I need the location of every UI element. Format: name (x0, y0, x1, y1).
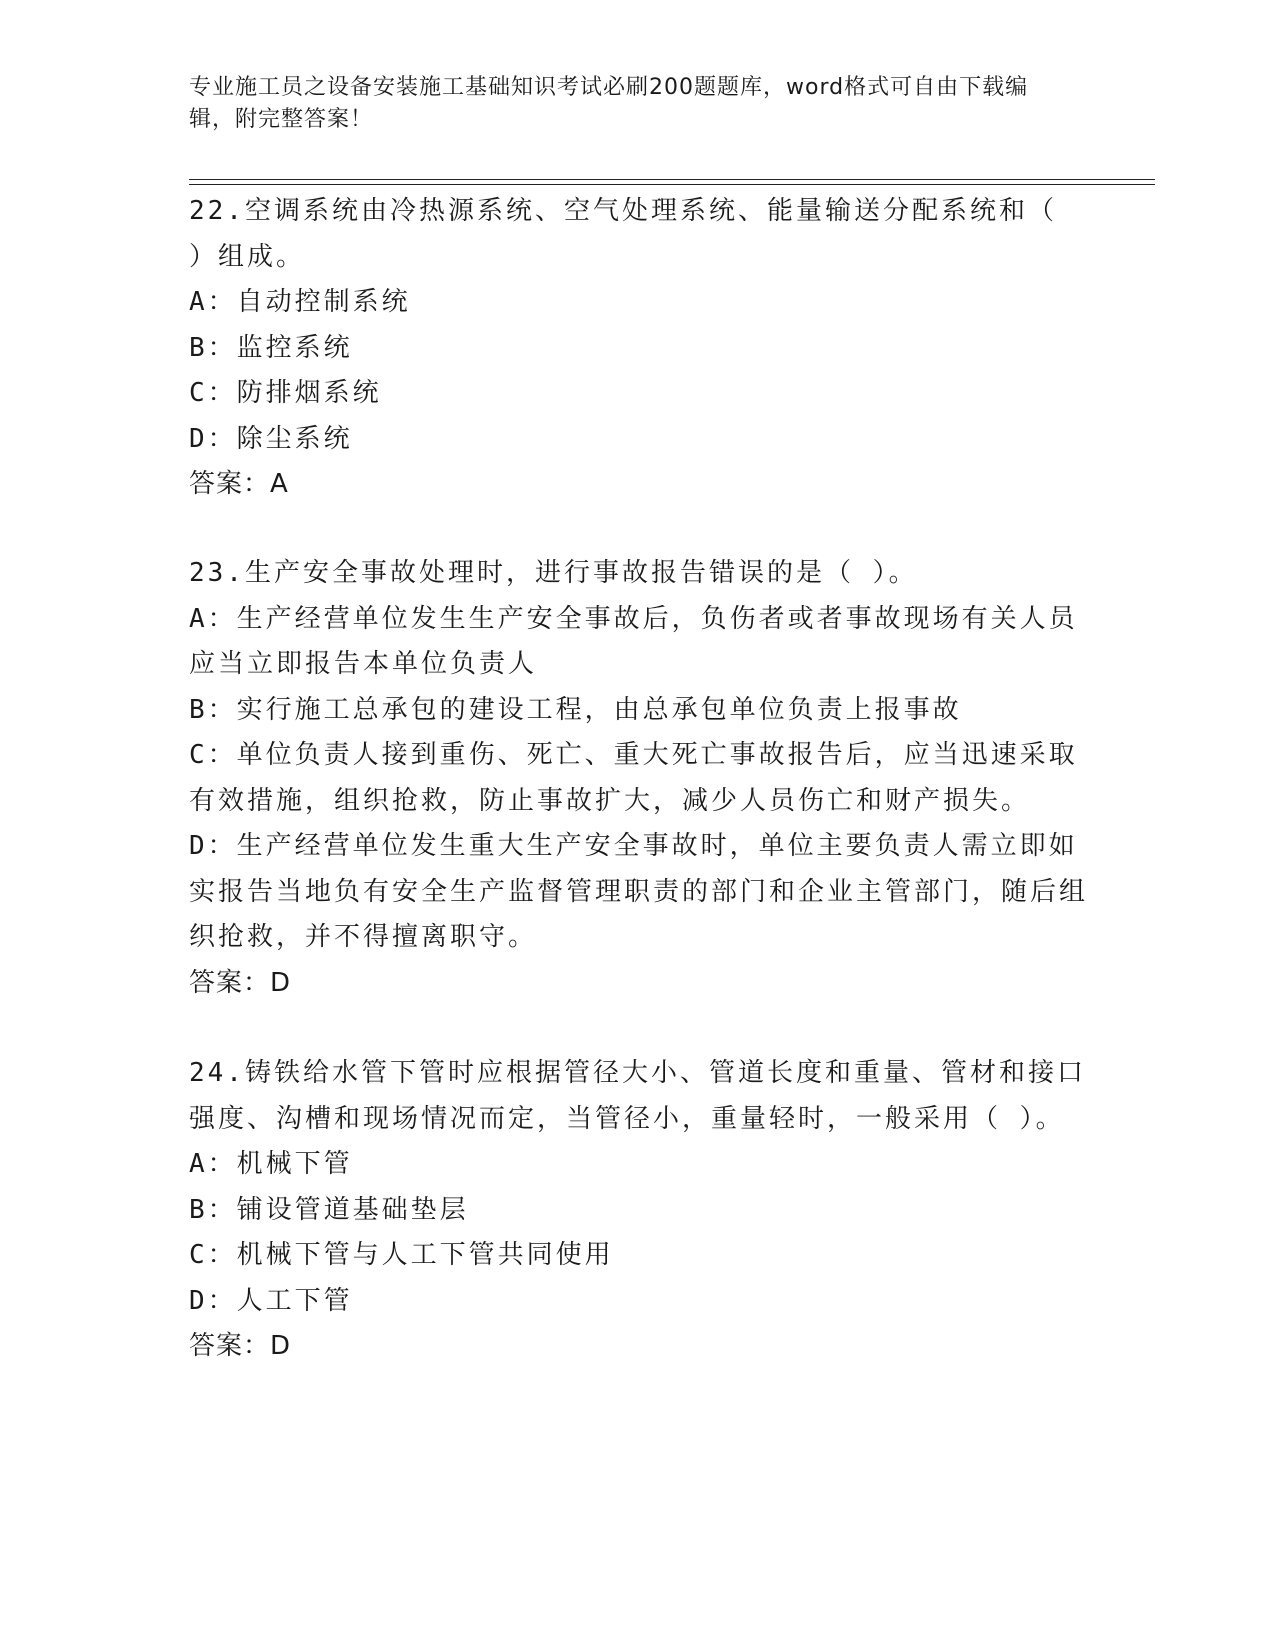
question-23 (189, 551, 1089, 1006)
option-b: B：铺设管道基础垫层 (189, 1194, 469, 1225)
question-stem: 22.空调系统由冷热源系统、空气处理系统、能量输送分配系统和（ ）组成。 (189, 196, 1057, 272)
question-stem: 23.生产安全事故处理时，进行事故报告错误的是（ ）。 (189, 558, 918, 588)
option-a: A：生产经营单位发生生产安全事故后，负伤者或者事故现场有关人员应当立即报告本单位负责人 (189, 603, 1078, 679)
option-c: C：机械下管与人工下管共同使用 (189, 1240, 614, 1270)
option-d: D：人工下管 (189, 1285, 353, 1316)
header-rule-bottom (189, 184, 1155, 185)
option-d: D：除尘系统 (189, 423, 353, 454)
answer-line: 答案：A (189, 469, 289, 499)
header-title: 专业施工员之设备安装施工基础知识考试必刷200题题库，word格式可自由下载编辑，附完整答案！ (189, 75, 1029, 132)
answer-line: 答案：D (189, 967, 292, 998)
document-header (189, 72, 1069, 136)
option-a: A：自动控制系统 (189, 287, 411, 317)
option-b: B：监控系统 (189, 332, 353, 363)
question-stem: 24.铸铁给水管下管时应根据管径大小、管道长度和重量、管材和接口强度、沟槽和现场情况而定，当管径小，重量轻时，一般采用（ ）。 (189, 1058, 1086, 1134)
option-a: A：机械下管 (189, 1149, 353, 1179)
option-d: D：生产经营单位发生重大生产安全事故时，单位主要负责人需立即如实报告当地负有安全生产监督管理职责的部门和企业主管部门，随后组织抢救，并不得擅离职守。 (189, 831, 1089, 952)
question-24 (189, 1051, 1089, 1370)
question-22 (189, 189, 1089, 508)
answer-line: 答案：D (189, 1331, 292, 1361)
option-b: B：实行施工总承包的建设工程，由总承包单位负责上报事故 (189, 694, 962, 725)
header-rule-top (189, 179, 1155, 180)
option-c: C：防排烟系统 (189, 378, 382, 408)
option-c: C：单位负责人接到重伤、死亡、重大死亡事故报告后，应当迅速采取有效措施，组织抢救，防止事故扩大，减少人员伤亡和财产损失。 (189, 740, 1078, 816)
